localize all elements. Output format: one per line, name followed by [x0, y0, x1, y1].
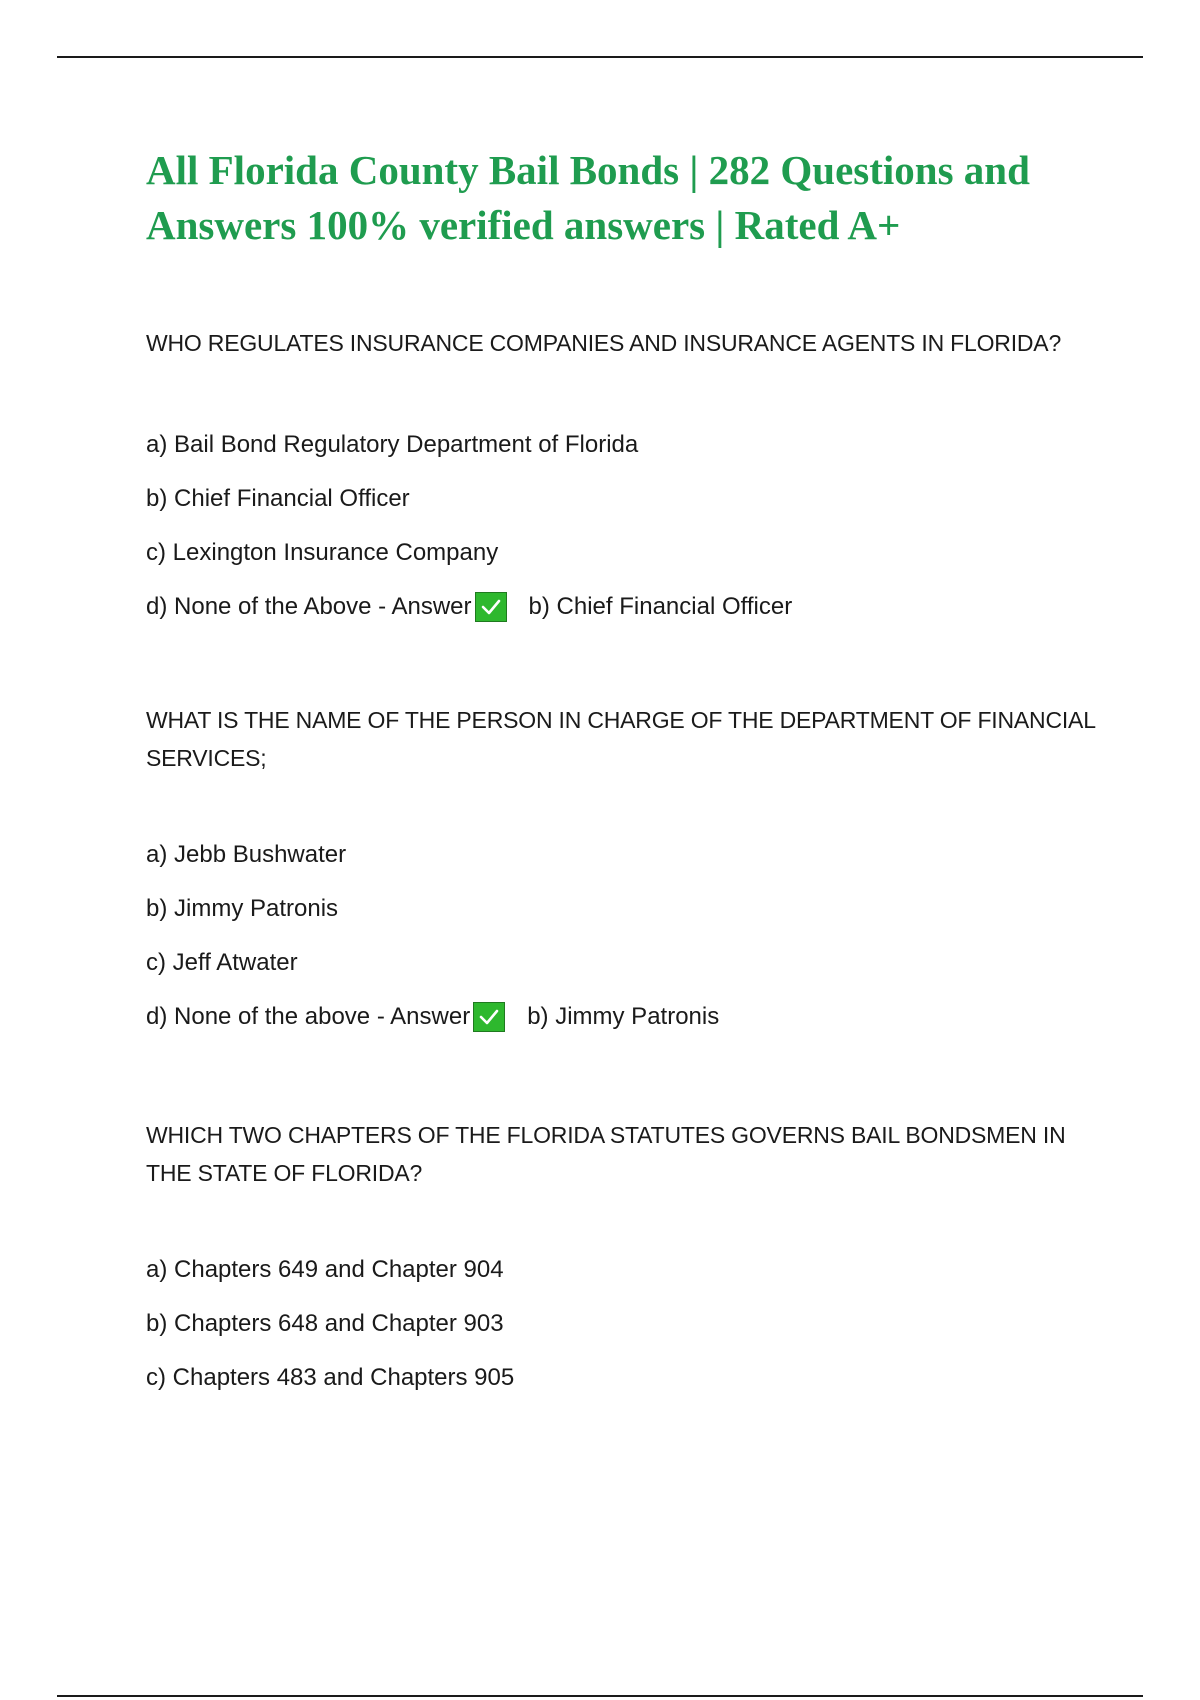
option-item-with-answer — [146, 592, 1106, 622]
option-item — [146, 1309, 1106, 1339]
question-prompt: WHAT IS THE NAME OF THE PERSON IN CHARGE OF THE DEPARTMENT OF FINANCIAL SERVICES; — [146, 707, 1095, 771]
question-block-3 — [146, 1116, 1106, 1393]
option-item — [146, 484, 1106, 514]
option-text: c) Jeff Atwater — [146, 949, 298, 976]
option-text: b) Jimmy Patronis — [146, 895, 339, 922]
question-prompt: WHICH TWO CHAPTERS OF THE FLORIDA STATUTES GOVERNS BAIL BONDSMEN IN THE STATE OF FLORIDA? — [146, 1122, 1066, 1186]
option-item — [146, 1255, 1106, 1285]
answer-text: b) Jimmy Patronis — [527, 1003, 720, 1030]
question-prompt: WHO REGULATES INSURANCE COMPANIES AND INSURANCE AGENTS IN FLORIDA? — [146, 330, 1062, 356]
option-text: d) None of the Above - Answer — [146, 593, 472, 620]
option-item-with-answer — [146, 1002, 1106, 1032]
option-item — [146, 538, 1106, 568]
option-item — [146, 430, 1106, 460]
check-mark-icon — [475, 592, 507, 622]
footer-rule — [57, 1695, 1143, 1697]
answer-text: b) Chief Financial Officer — [528, 593, 793, 620]
option-item — [146, 1363, 1106, 1393]
options-list — [146, 430, 1106, 622]
option-text: a) Jebb Bushwater — [146, 841, 347, 868]
option-text: c) Lexington Insurance Company — [146, 539, 499, 566]
options-list — [146, 1255, 1106, 1393]
option-item — [146, 840, 1106, 870]
option-text: d) None of the above - Answer — [146, 1003, 471, 1030]
option-item — [146, 894, 1106, 924]
option-text: a) Chapters 649 and Chapter 904 — [146, 1256, 504, 1283]
header-rule — [57, 56, 1143, 58]
check-mark-icon — [473, 1002, 505, 1032]
question-block-2 — [146, 701, 1106, 1032]
option-item — [146, 948, 1106, 978]
document-title: All Florida County Bail Bonds | 282 Questions and Answers 100% verified answers | Rated A+ — [146, 147, 1030, 248]
option-text: b) Chief Financial Officer — [146, 485, 410, 512]
option-text: c) Chapters 483 and Chapters 905 — [146, 1364, 515, 1391]
option-text: a) Bail Bond Regulatory Department of Florida — [146, 431, 639, 458]
option-text: b) Chapters 648 and Chapter 903 — [146, 1310, 504, 1337]
question-block-1 — [146, 324, 1106, 622]
options-list — [146, 840, 1106, 1032]
